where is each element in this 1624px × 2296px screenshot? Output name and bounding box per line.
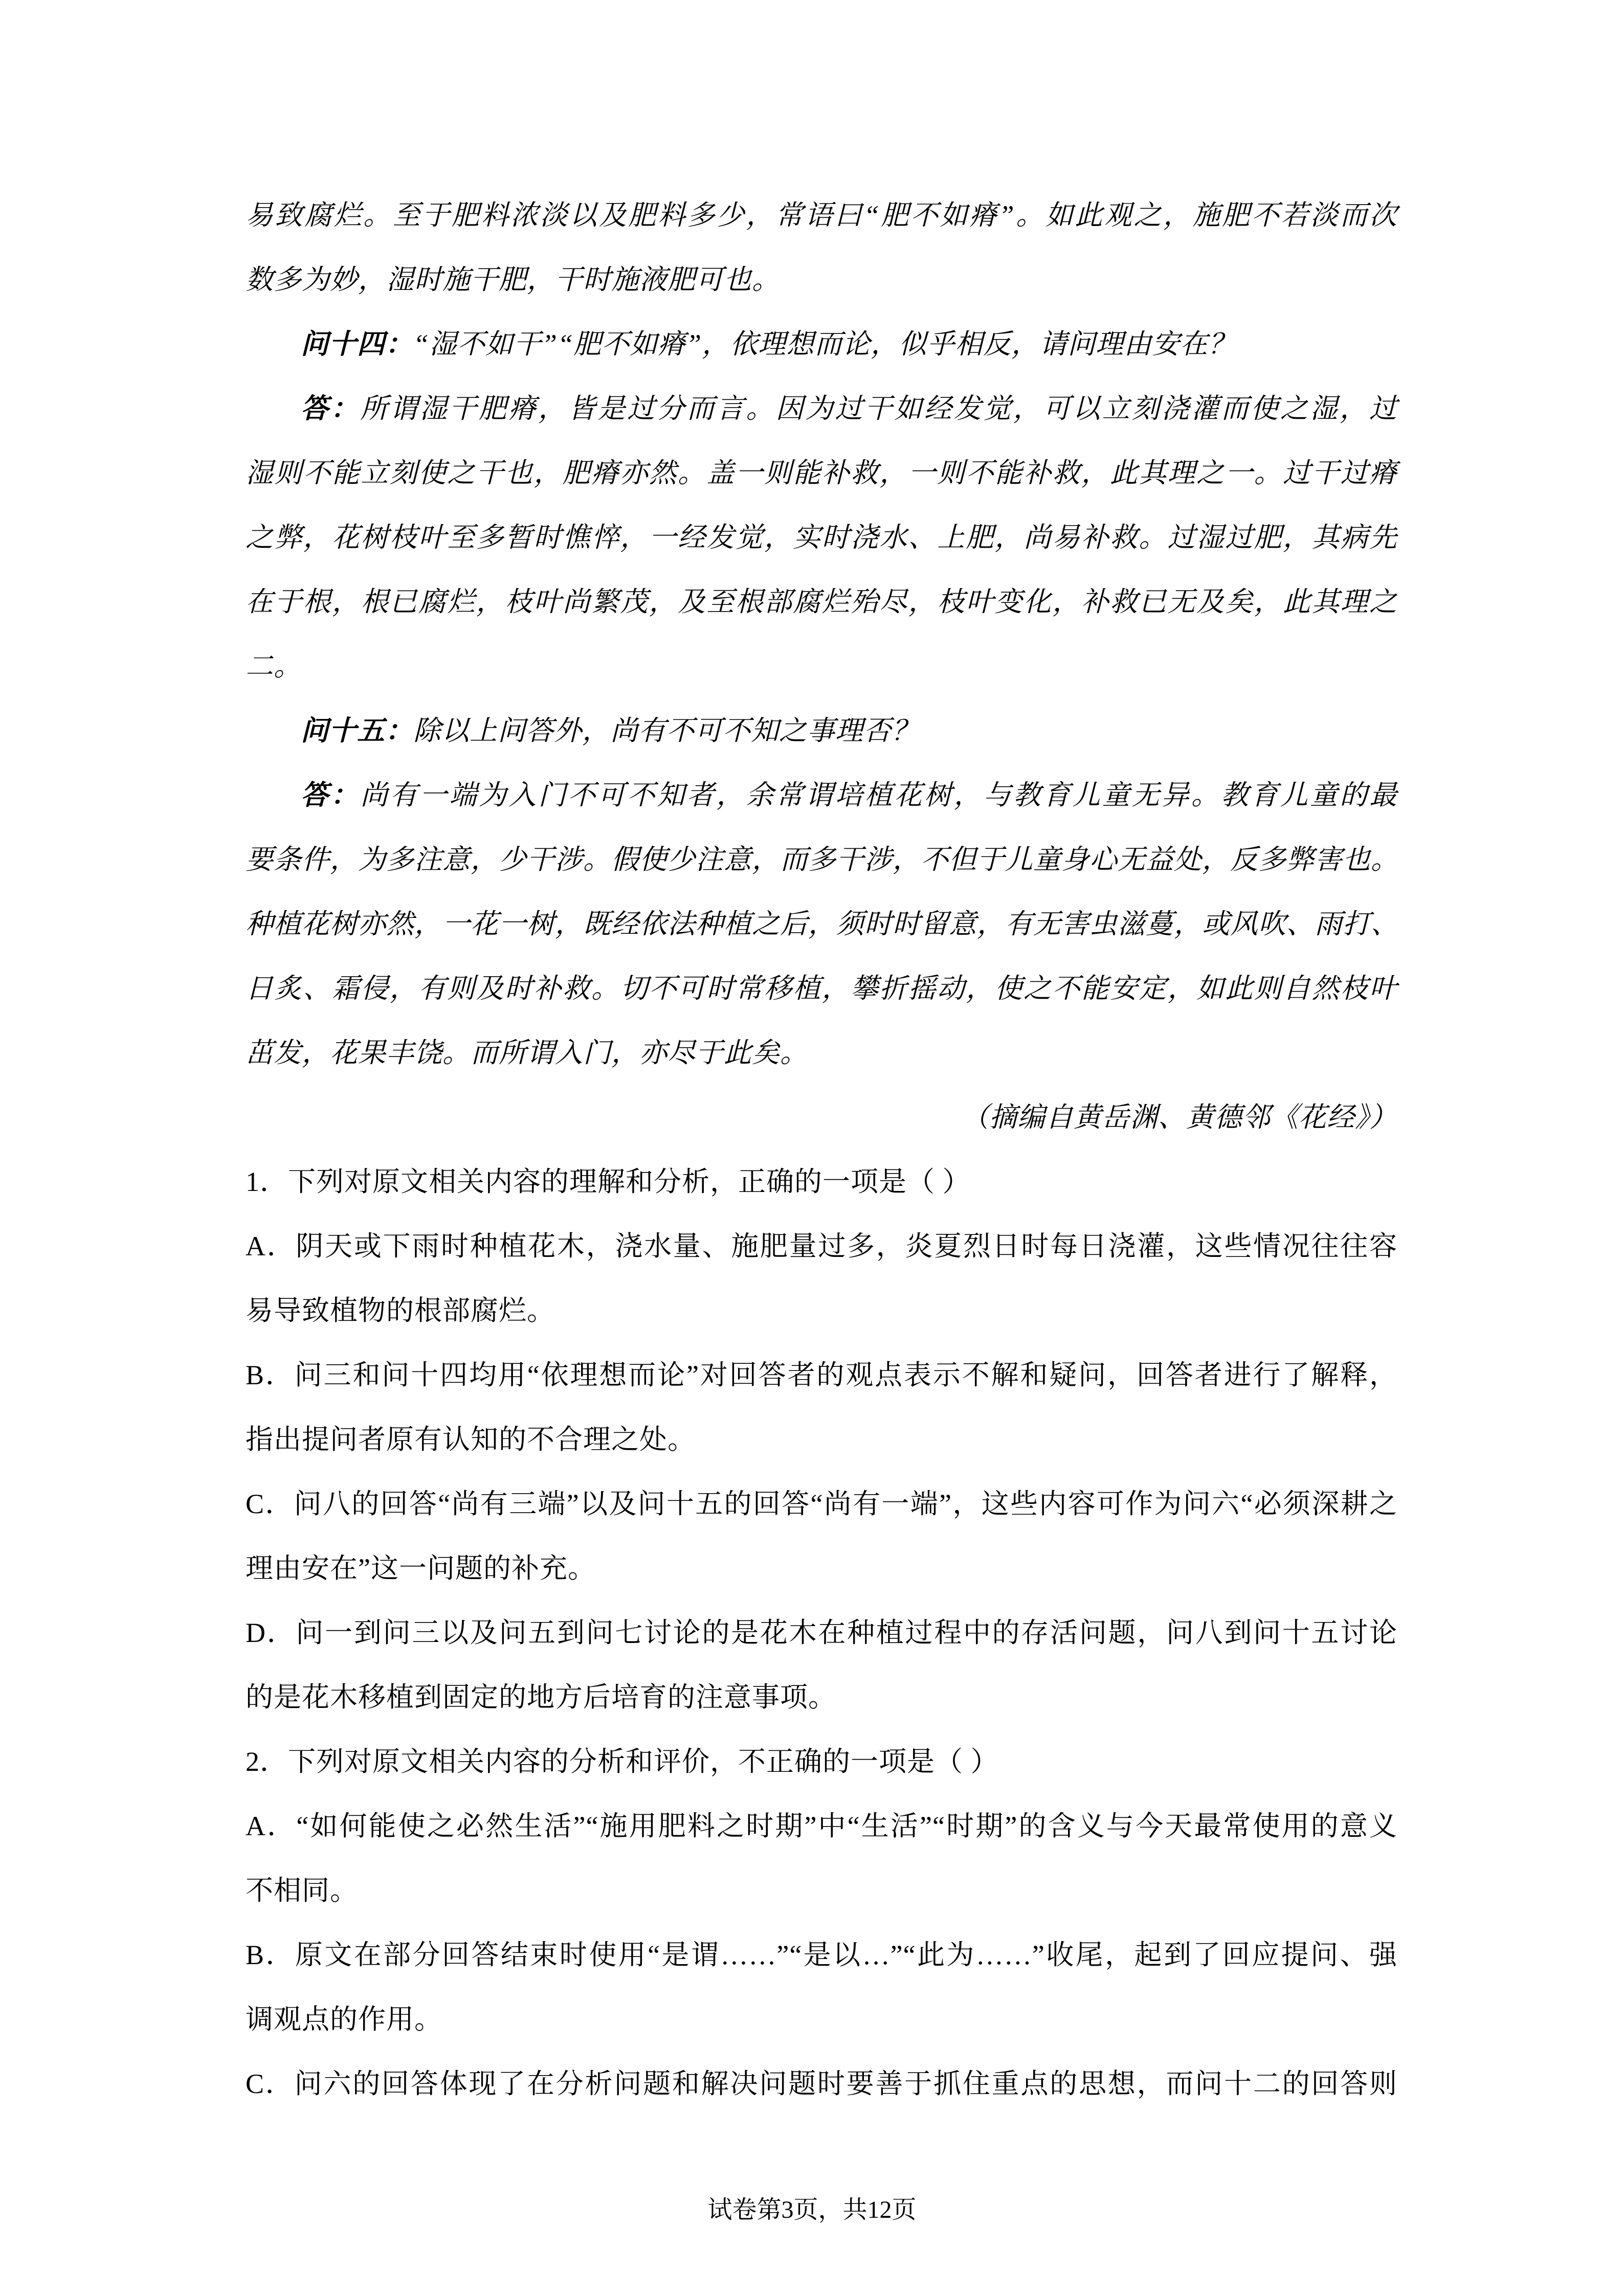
question-1-option-d-continued: 的是花木移植到固定的地方后培育的注意事项。 [246,1682,836,1713]
question-1-option-a: A．阴天或下雨时种植花木，浇水量、施肥量过多，炎夏烈日时每日浇灌，这些情况往往容 [246,1231,1397,1262]
passage-line: 种植花树亦然，一花一树，既经依法种植之后，须时时留意，有无害虫滋蔓，或风吹、雨打、 [246,909,1399,939]
question-1-option-a-continued: 易导致植物的根部腐烂。 [246,1295,555,1326]
question-2-option-a-continued: 不相同。 [246,1875,358,1906]
passage-line: 日炙、霜侵，有则及时补救。切不可时常移植，攀折摇动，使之不能安定，如此则自然枝叶 [246,973,1397,1004]
question-2-option-a: A．“如何能使之必然生活”“施用肥料之时期”中“生活”“时期”的含义与今天最常使用的意义 [246,1811,1397,1841]
question-15-label: 问十五： [301,715,413,746]
question-2-option-b: B．原文在部分回答结束时使用“是谓……”“是以…”“此为……”收尾，起到了回应提问、强 [246,1940,1397,1970]
answer-14-text: 所谓湿干肥瘠，皆是过分而言。因为过干如经发觉，可以立刻浇灌而使之湿，过 [360,393,1398,424]
passage-line: 在于根，根已腐烂，枝叶尚繁茂，及至根部腐烂殆尽，枝叶变化，补救已无及矣，此其理之 [246,587,1397,617]
page-content [246,183,1397,2116]
page-footer: 试卷第3页，共12页 [707,2196,917,2223]
passage-answer-14-line [246,376,1397,441]
question-2-stem: 2．下列对原文相关内容的分析和评价，不正确的一项是（ ） [246,1746,999,1777]
question-2-option-c: C．问六的回答体现了在分析问题和解决问题时要善于抓住重点的思想，而问十二的回答则 [246,2068,1397,2099]
passage-line: 易致腐烂。至于肥料浓淡以及肥料多少，常语曰“肥不如瘠”。如此观之，施肥不若淡而次 [246,200,1397,231]
passage-line: 数多为妙，湿时施干肥，干时施液肥可也。 [246,264,780,295]
passage-line: 茁发，花果丰饶。而所谓入门，亦尽于此矣。 [246,1038,808,1068]
passage-line: 湿则不能立刻使之干也，肥瘠亦然。盖一则能补救，一则不能补救，此其理之一。过干过瘠 [246,458,1397,488]
passage-line: 之弊，花树枝叶至多暂时憔悴，一经发觉，实时浇水、上肥，尚易补救。过湿过肥，其病先 [246,522,1397,553]
question-15-text: 除以上问答外，尚有不可不知之事理否？ [413,715,920,746]
question-14-label: 问十四： [301,329,413,359]
passage-question-15-line [246,699,1397,763]
question-1-option-d: D．问一到问三以及问五到问七讨论的是花木在种植过程中的存活问题，问八到问十五讨论 [246,1617,1397,1648]
question-2-option-b-continued: 调观点的作用。 [246,2004,442,2035]
passage-answer-15-line [246,763,1397,827]
passage-question-14-line [246,312,1397,376]
question-14-text: “湿不如干”“肥不如瘠”，依理想而论，似乎相反，请问理由安在？ [413,329,1237,359]
passage-line: 要条件，为多注意，少干涉。假使少注意，而多干涉，不但于儿童身心无益处，反多弊害也。 [246,844,1399,875]
answer-14-label: 答： [301,393,361,424]
answer-15-label: 答： [301,780,361,811]
question-1-option-b-continued: 指出提问者原有认知的不合理之处。 [246,1424,696,1455]
answer-15-text: 尚有一端为入门不可不知者，余常谓培植花树，与教育儿童无异。教育儿童的最 [360,780,1398,811]
question-1-option-c: C．问八的回答“尚有三端”以及问十五的回答“尚有一端”，这些内容可作为问六“必须深耕之 [246,1489,1397,1519]
passage-line: 二。 [246,651,302,682]
question-1-option-c-continued: 理由安在”这一问题的补充。 [246,1553,596,1584]
passage-attribution: （摘编自黄岳渊、黄德邻《花经》） [961,1102,1397,1133]
question-1-stem: 1．下列对原文相关内容的理解和分析，正确的一项是（ ） [246,1166,971,1197]
question-1-option-b: B．问三和问十四均用“依理想而论”对回答者的观点表示不解和疑问，回答者进行了解释， [246,1360,1397,1390]
